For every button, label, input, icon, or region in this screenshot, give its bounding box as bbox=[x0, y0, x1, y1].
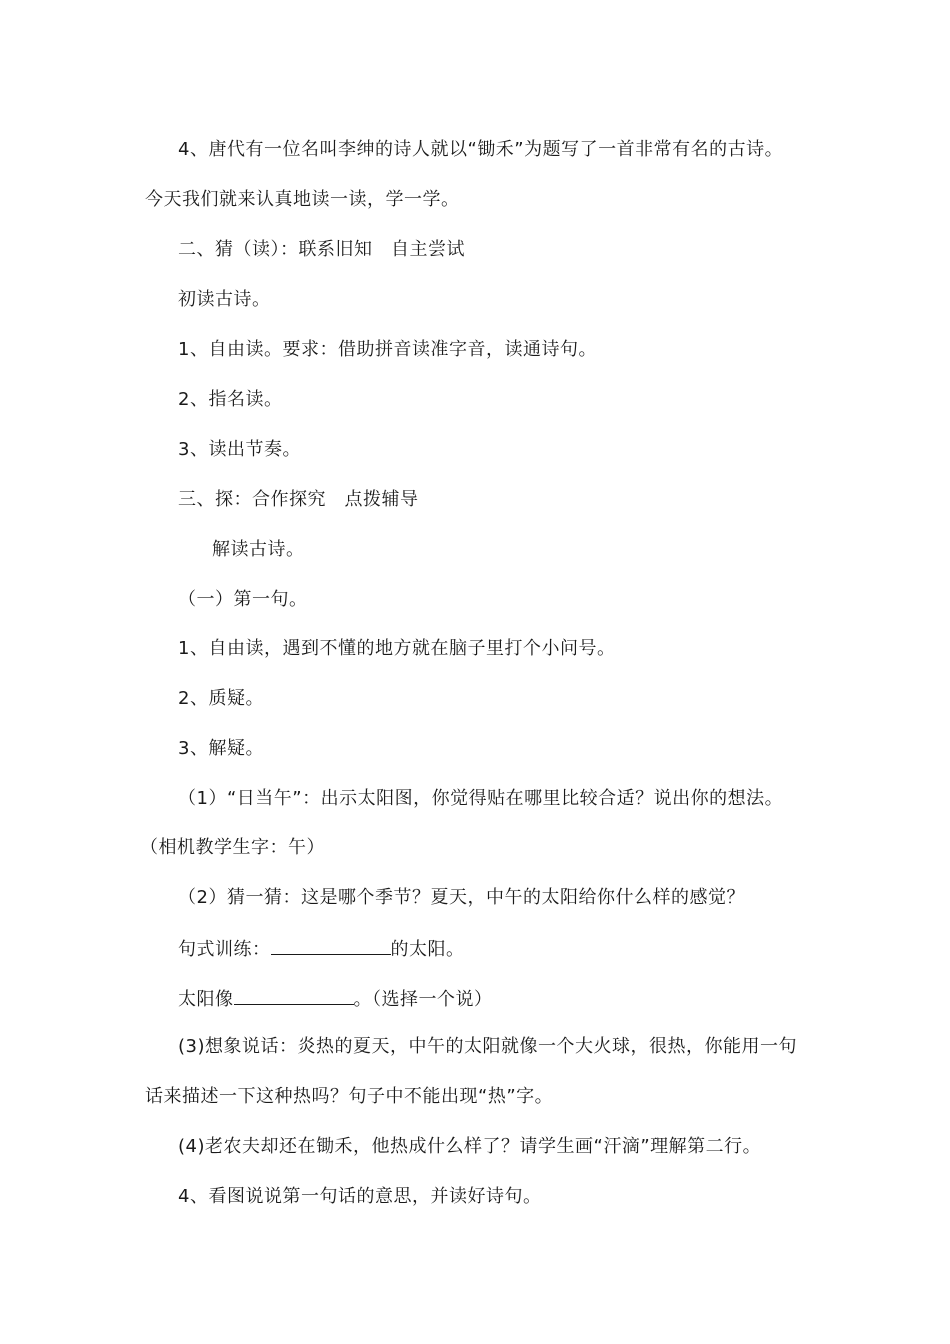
sun-like-line bbox=[178, 986, 493, 1012]
list-item: 4、看图说说第一句话的意思，并读好诗句。 bbox=[178, 1186, 542, 1207]
list-item: 3、读出节奏。 bbox=[178, 439, 301, 460]
list-item: 2、指名读。 bbox=[178, 389, 283, 410]
fill-in-blank[interactable] bbox=[271, 936, 391, 955]
paragraph-line: 初读古诗。 bbox=[178, 289, 271, 310]
sun-like-suffix: 。（选择一个说） bbox=[353, 989, 493, 1010]
list-item: （2）猜一猜：这是哪个季节？夏天，中午的太阳给你什么样的感觉？ bbox=[178, 887, 745, 908]
subsection-heading: （一）第一句。 bbox=[178, 589, 308, 610]
section-heading: 二、猜（读）：联系旧知 自主尝试 bbox=[178, 239, 465, 260]
sentence-drill-line bbox=[178, 936, 465, 962]
paragraph-line: 话来描述一下这种热吗？句子中不能出现“热”字。 bbox=[145, 1086, 554, 1107]
list-item: （1）“日当午”：出示太阳图，你觉得贴在哪里比较合适？说出你的想法。 bbox=[178, 788, 784, 809]
fill-in-blank[interactable] bbox=[234, 986, 354, 1005]
paragraph-line: 解读古诗。 bbox=[212, 539, 305, 560]
paragraph-line: （相机教学生字：午） bbox=[140, 837, 325, 858]
section-heading: 三、探：合作探究 点拨辅导 bbox=[178, 489, 419, 510]
list-item: 2、质疑。 bbox=[178, 688, 264, 709]
list-item: (4)老农夫却还在锄禾，他热成什么样了？请学生画“汗滴”理解第二行。 bbox=[178, 1136, 762, 1157]
paragraph-line: 今天我们就来认真地读一读，学一学。 bbox=[145, 189, 460, 210]
sun-like-prefix: 太阳像 bbox=[178, 989, 234, 1010]
paragraph-line: 4、唐代有一位名叫李绅的诗人就以“锄禾”为题写了一首非常有名的古诗。 bbox=[178, 139, 784, 160]
list-item: 3、解疑。 bbox=[178, 738, 264, 759]
sentence-drill-suffix: 的太阳。 bbox=[390, 939, 465, 960]
list-item: (3)想象说话：炎热的夏天，中午的太阳就像一个大火球，很热，你能用一句 bbox=[178, 1036, 797, 1057]
list-item: 1、自由读。要求：借助拼音读准字音，读通诗句。 bbox=[178, 339, 597, 360]
sentence-drill-prefix: 句式训练： bbox=[178, 939, 271, 960]
list-item: 1、自由读，遇到不懂的地方就在脑子里打个小问号。 bbox=[178, 638, 616, 659]
